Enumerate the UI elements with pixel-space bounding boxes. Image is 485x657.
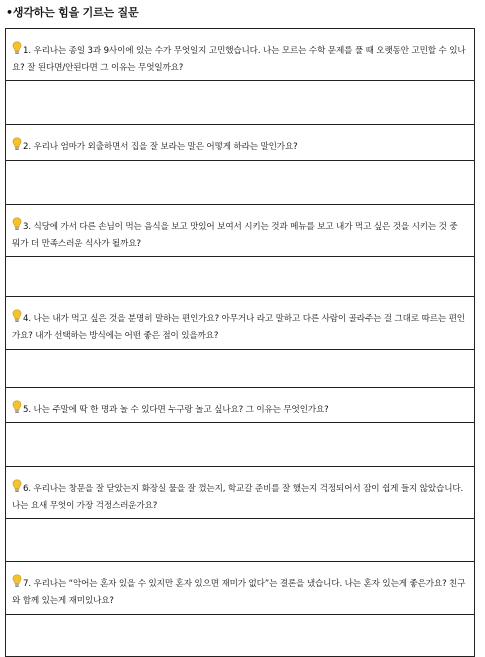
- answer-field-7[interactable]: [6, 615, 474, 656]
- question-text-7: 7. 우리나는 “악어는 혼자 있을 수 있지만 혼자 있으면 재미가 없다”는 결론을 냈습니다. 나는 혼자 있는게 좋은가요? 친구와 함께 있는게 재미있나요?: [12, 579, 466, 606]
- question-block-2: [6, 125, 474, 205]
- question-1: [6, 29, 474, 81]
- question-text-6: 6. 우리나는 창문을 잘 닫았는지 화장실 물을 잘 껐는지, 학교갈 준비를 잘 했는지 걱정되어서 잠이 쉽게 들지 않았습니다. 나는 요새 무엇이 가장 걱정스러운가요?: [12, 484, 464, 511]
- question-block-1: [6, 29, 474, 125]
- lightbulb-icon: [12, 479, 22, 493]
- page-title: •생각하는 힘을 기르는 질문: [6, 6, 139, 19]
- answer-field-6[interactable]: [6, 519, 474, 561]
- question-6: [6, 467, 474, 519]
- question-text-1: 1. 우리나는 종일 3과 9사이에 있는 수가 무엇일지 고민했습니다. 나는 모르는 수학 문제를 풀 때 오랫동안 고민할 수 있나요? 잘 된다면/안된다면 그 이유는 무엇일까요?: [12, 46, 466, 73]
- lightbulb-icon: [12, 217, 22, 231]
- question-block-6: [6, 467, 474, 562]
- question-4: [6, 297, 474, 350]
- question-block-5: [6, 388, 474, 467]
- lightbulb-icon: [12, 137, 22, 151]
- answer-field-3[interactable]: [6, 257, 474, 296]
- answer-field-2[interactable]: [6, 161, 474, 204]
- lightbulb-icon: [12, 400, 22, 414]
- question-text-4: 4. 나는 내가 먹고 싶은 것을 분명히 말하는 편인가요? 아무거나 라고 말하고 다른 사람이 골라주는 걸 그대로 따르는 편인가요? 내가 선택하는 방식에는 어떤 좋은 점이 있을까요?: [12, 314, 465, 341]
- question-text-2: 2. 우리나 엄마가 외출하면서 집을 잘 보라는 말은 어떻게 하라는 말인가요?: [23, 142, 298, 152]
- question-text-5: 5. 나는 주말에 딱 한 명과 놀 수 있다면 누구랑 놀고 싶나요? 그 이유는 무엇인가요?: [23, 405, 329, 415]
- answer-field-1[interactable]: [6, 81, 474, 124]
- question-text-3: 3. 식당에 가서 다른 손님이 먹는 음식을 보고 맛있어 보여서 시키는 것과 메뉴를 보고 내가 먹고 싶은 것을 시키는 것 중 뭐가 더 만족스러운 식사가 될까요?: [12, 222, 458, 249]
- question-sheet: [5, 28, 475, 657]
- lightbulb-icon: [12, 309, 22, 323]
- answer-field-4[interactable]: [6, 350, 474, 387]
- question-2: [6, 125, 474, 161]
- question-7: [6, 562, 474, 615]
- lightbulb-icon: [12, 41, 22, 55]
- lightbulb-icon: [12, 574, 22, 588]
- question-5: [6, 388, 474, 423]
- question-block-3: [6, 205, 474, 297]
- answer-field-5[interactable]: [6, 423, 474, 466]
- question-3: [6, 205, 474, 257]
- question-block-4: [6, 297, 474, 388]
- question-block-7: [6, 562, 474, 656]
